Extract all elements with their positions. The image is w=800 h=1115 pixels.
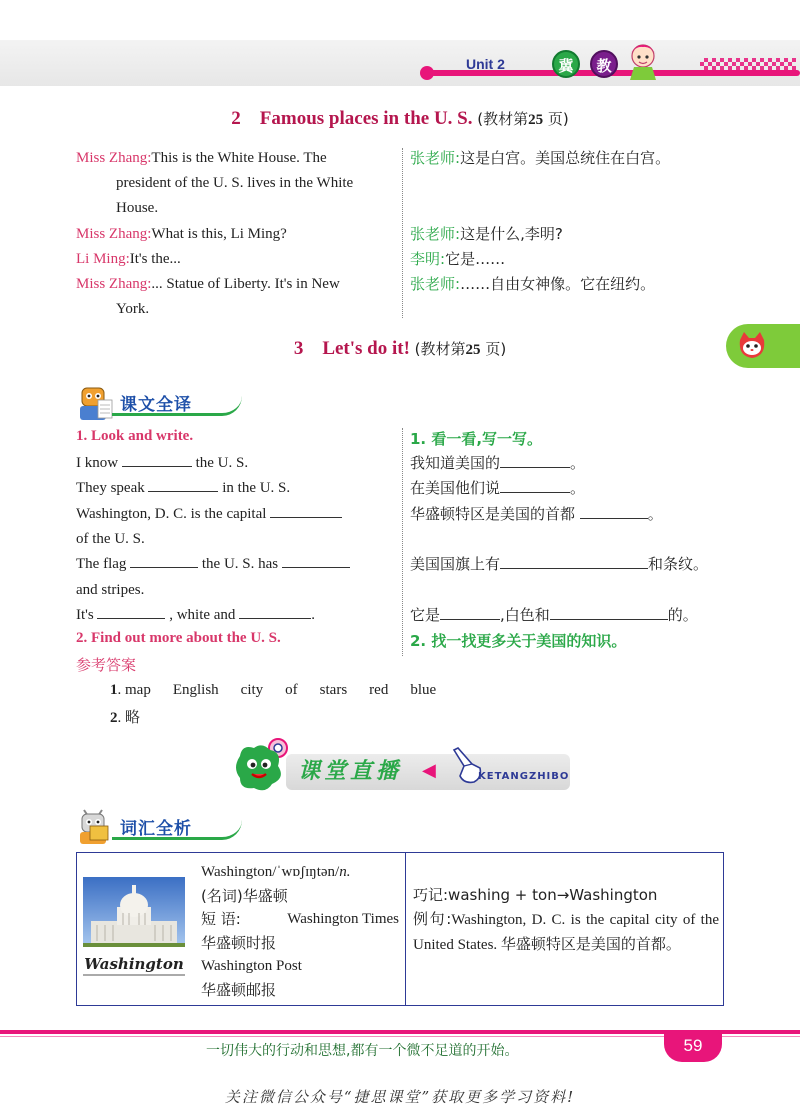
answer-heading: 参考答案 xyxy=(76,656,137,674)
ketang-banner xyxy=(232,734,574,798)
vocab-phrase-1-cn: 华盛顿时报 xyxy=(201,933,277,952)
vocab-banner xyxy=(76,806,246,842)
speaker-en: Miss Zhang: xyxy=(76,276,152,292)
blank xyxy=(580,503,648,519)
vocab-example: 例句:Washington, D. C. is the capital city of the United States. 华盛顿特区是美国的首都。 xyxy=(413,910,719,953)
header-band xyxy=(0,40,800,86)
cat-face-icon xyxy=(736,330,768,362)
speaker-en: Li Ming: xyxy=(76,251,130,267)
section-2-number: 2 xyxy=(231,108,241,129)
blank xyxy=(122,451,192,467)
blank xyxy=(282,552,350,568)
vocab-divider xyxy=(405,853,406,1005)
dialogue-en-4-cont: York. xyxy=(116,301,150,317)
green-mascot-icon xyxy=(232,736,292,796)
blank xyxy=(440,604,500,620)
answer-word: city xyxy=(240,682,264,698)
vocab-banner-text: 词汇全析 xyxy=(120,819,192,839)
publisher-badge-jiao: 教 xyxy=(590,50,618,78)
vocab-phrase-2: Washington Post xyxy=(201,958,302,974)
exercise-row-1-en: I know the U. S. xyxy=(76,451,394,476)
answer-word: stars xyxy=(319,682,348,698)
footer-motto: 一切伟大的行动和思想,都有一个微不足道的开始。 xyxy=(206,1043,519,1059)
answer-row-1: 1. map English city of stars red blue xyxy=(110,682,437,698)
exercise-row-2-en: They speak in the U. S. xyxy=(76,476,394,501)
vocab-phrase-1: 短 语: Washington Times xyxy=(201,910,399,928)
page-number: 59 xyxy=(664,1030,722,1062)
speaker-cn: 李明: xyxy=(410,250,446,268)
cartoon-girl-icon xyxy=(620,36,666,82)
section-2-heading xyxy=(0,108,800,130)
exercise-1-heading-en: 1. Look and write. xyxy=(76,428,194,444)
capitol-building-picture xyxy=(83,877,185,983)
blank xyxy=(500,553,648,569)
blank xyxy=(500,477,570,493)
robot-mascot-icon xyxy=(76,806,114,846)
translation-banner xyxy=(76,382,246,418)
exercise-row-4-en: The flag the U. S. has xyxy=(76,552,394,577)
exercise-row-3-en-cont: of the U. S. xyxy=(76,531,145,547)
answer-word: red xyxy=(369,682,389,698)
exercise-row-2-cn: 在美国他们说 。 xyxy=(410,479,586,497)
section-3-heading xyxy=(0,338,800,360)
section-2-ref: (教材第25 页) xyxy=(477,110,569,128)
section-2-title: Famous places in the U. S. xyxy=(259,108,473,129)
dialogue-en-1-cont2: House. xyxy=(116,200,159,216)
exercise-2-heading-cn: 2. 找一找更多关于美国的知识。 xyxy=(410,632,627,650)
publisher-badge-ji: 冀 xyxy=(552,50,580,78)
answer-word: blue xyxy=(410,682,437,698)
answer-word: map xyxy=(125,682,151,698)
answer-row-2: 2. 略 xyxy=(110,708,141,726)
picture-caption: Washington xyxy=(84,955,184,973)
vocab-left-text xyxy=(201,861,399,1002)
exercise-row-3-en: Washington, D. C. is the capital xyxy=(76,502,394,527)
blank xyxy=(97,603,165,619)
vocab-memory-tip: 巧记:washing + ton→Washington xyxy=(413,886,658,904)
dialogue-cn-3: 李明:它是…… xyxy=(410,250,506,268)
speaker-en: Miss Zhang: xyxy=(76,226,152,242)
section-3-ref: (教材第25 页) xyxy=(414,340,507,358)
ketang-title: 课堂直播 xyxy=(298,759,403,784)
dialogue-en-2: Miss Zhang:What is this, Li Ming? xyxy=(76,226,287,242)
speaker-en: Miss Zhang: xyxy=(76,150,152,166)
vocab-meaning: (名词)华盛顿 xyxy=(201,886,288,905)
arrow-icon: ◀ xyxy=(422,760,436,780)
dialogue-column-divider xyxy=(402,148,403,318)
vocab-phrase-2-cn: 华盛顿邮报 xyxy=(201,980,277,999)
blank xyxy=(148,476,218,492)
exercise-row-4-cn: 美国国旗上有 和条纹。 xyxy=(410,555,709,573)
exercise-row-3-cn: 华盛顿特区是美国的首都 。 xyxy=(410,505,663,523)
blank xyxy=(239,603,311,619)
vocab-headword-line: Washington/ˈwɒʃɪŋtən/n. xyxy=(201,864,351,880)
exercise-column-divider xyxy=(402,428,403,656)
speaker-cn: 张老师: xyxy=(410,275,461,293)
blank xyxy=(500,452,570,468)
blank xyxy=(130,552,198,568)
blank xyxy=(270,502,342,518)
side-tab xyxy=(726,324,800,368)
dialogue-en-4: Miss Zhang:... Statue of Liberty. It's in New xyxy=(76,276,340,292)
vocab-right-text xyxy=(413,883,719,957)
header-checker-pattern xyxy=(700,58,796,76)
unit-label: Unit 2 xyxy=(466,56,505,72)
blank xyxy=(550,604,668,620)
dialogue-cn-1: 张老师:这是白宫。美国总统住在白宫。 xyxy=(410,149,671,167)
exercise-row-4-en-cont: and stripes. xyxy=(76,582,145,598)
dialogue-cn-2: 张老师:这是什么,李明? xyxy=(410,225,563,243)
exercise-row-5-cn: 它是 ,白色和 的。 xyxy=(410,606,698,624)
answer-word: of xyxy=(285,682,298,698)
robot-mascot-icon xyxy=(76,382,114,422)
dialogue-en-3: Li Ming:It's the... xyxy=(76,251,181,267)
translation-banner-text: 课文全译 xyxy=(120,395,192,415)
speaker-cn: 张老师: xyxy=(410,149,461,167)
ketang-pinyin: KETANGZHIBO xyxy=(478,771,570,782)
section-3-title: Let's do it! xyxy=(322,338,410,359)
exercise-1-heading-cn: 1. 看一看,写一写。 xyxy=(410,430,543,448)
speaker-cn: 张老师: xyxy=(410,225,461,243)
answer-word: English xyxy=(172,682,219,698)
exercise-2-heading-en: 2. Find out more about the U. S. xyxy=(76,630,281,646)
dialogue-en-1-cont: president of the U. S. lives in the White xyxy=(116,175,354,191)
vocabulary-box xyxy=(76,852,724,1006)
footer-promo: 关注微信公众号“捷思课堂”获取更多学习资料! xyxy=(224,1088,576,1106)
exercise-row-1-cn: 我知道美国的 。 xyxy=(410,454,586,472)
section-3-number: 3 xyxy=(293,338,304,359)
dialogue-en-1: Miss Zhang:This is the White House. The xyxy=(76,150,327,166)
exercise-row-5-en: It's , white and . xyxy=(76,603,394,628)
dialogue-cn-4: 张老师:……自由女神像。它在纽约。 xyxy=(410,275,656,293)
